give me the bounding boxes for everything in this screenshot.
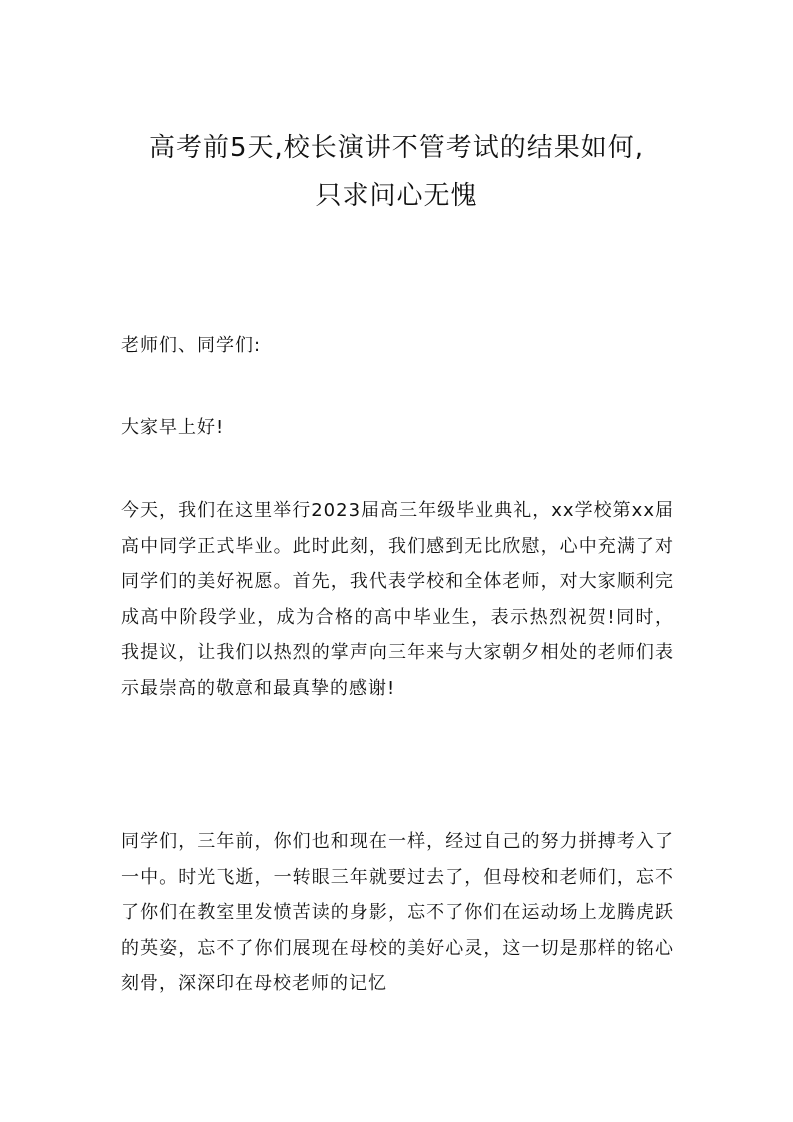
title-line-2: 只求问心无愧 bbox=[315, 181, 478, 211]
document-title bbox=[110, 124, 683, 220]
greeting: 大家早上好! bbox=[121, 417, 225, 438]
title-line-1: 高考前5天,校长演讲不管考试的结果如何, bbox=[148, 133, 645, 163]
body-paragraph: 今天，我们在这里举行2023届高三年级毕业典礼，xx学校第xx届高中同学正式毕业。此时此刻，我们感到无比欣慰，心中充满了对同学们的美好祝愿。首先，我代表学校和全体老师，对大家顺利完成高中阶段学业，成为合格的高中毕业生，表示热烈祝贺!同时，我提议，让我们以热烈的掌声向三年来与大家朝夕相处的老师们表示最崇高的敬意和最真挚的感谢! bbox=[121, 500, 674, 699]
salutation: 老师们、同学们: bbox=[121, 335, 262, 356]
body-paragraph: 同学们，三年前，你们也和现在一样，经过自己的努力拼搏考入了一中。时光飞逝，一转眼三年就要过去了，但母校和老师们，忘不了你们在教室里发愤苦读的身影，忘不了你们在运动场上龙腾虎跃的英姿，忘不了你们展现在母校的美好心灵，这一切是那样的铭心刻骨，深深印在母校老师的记忆 bbox=[121, 831, 674, 994]
